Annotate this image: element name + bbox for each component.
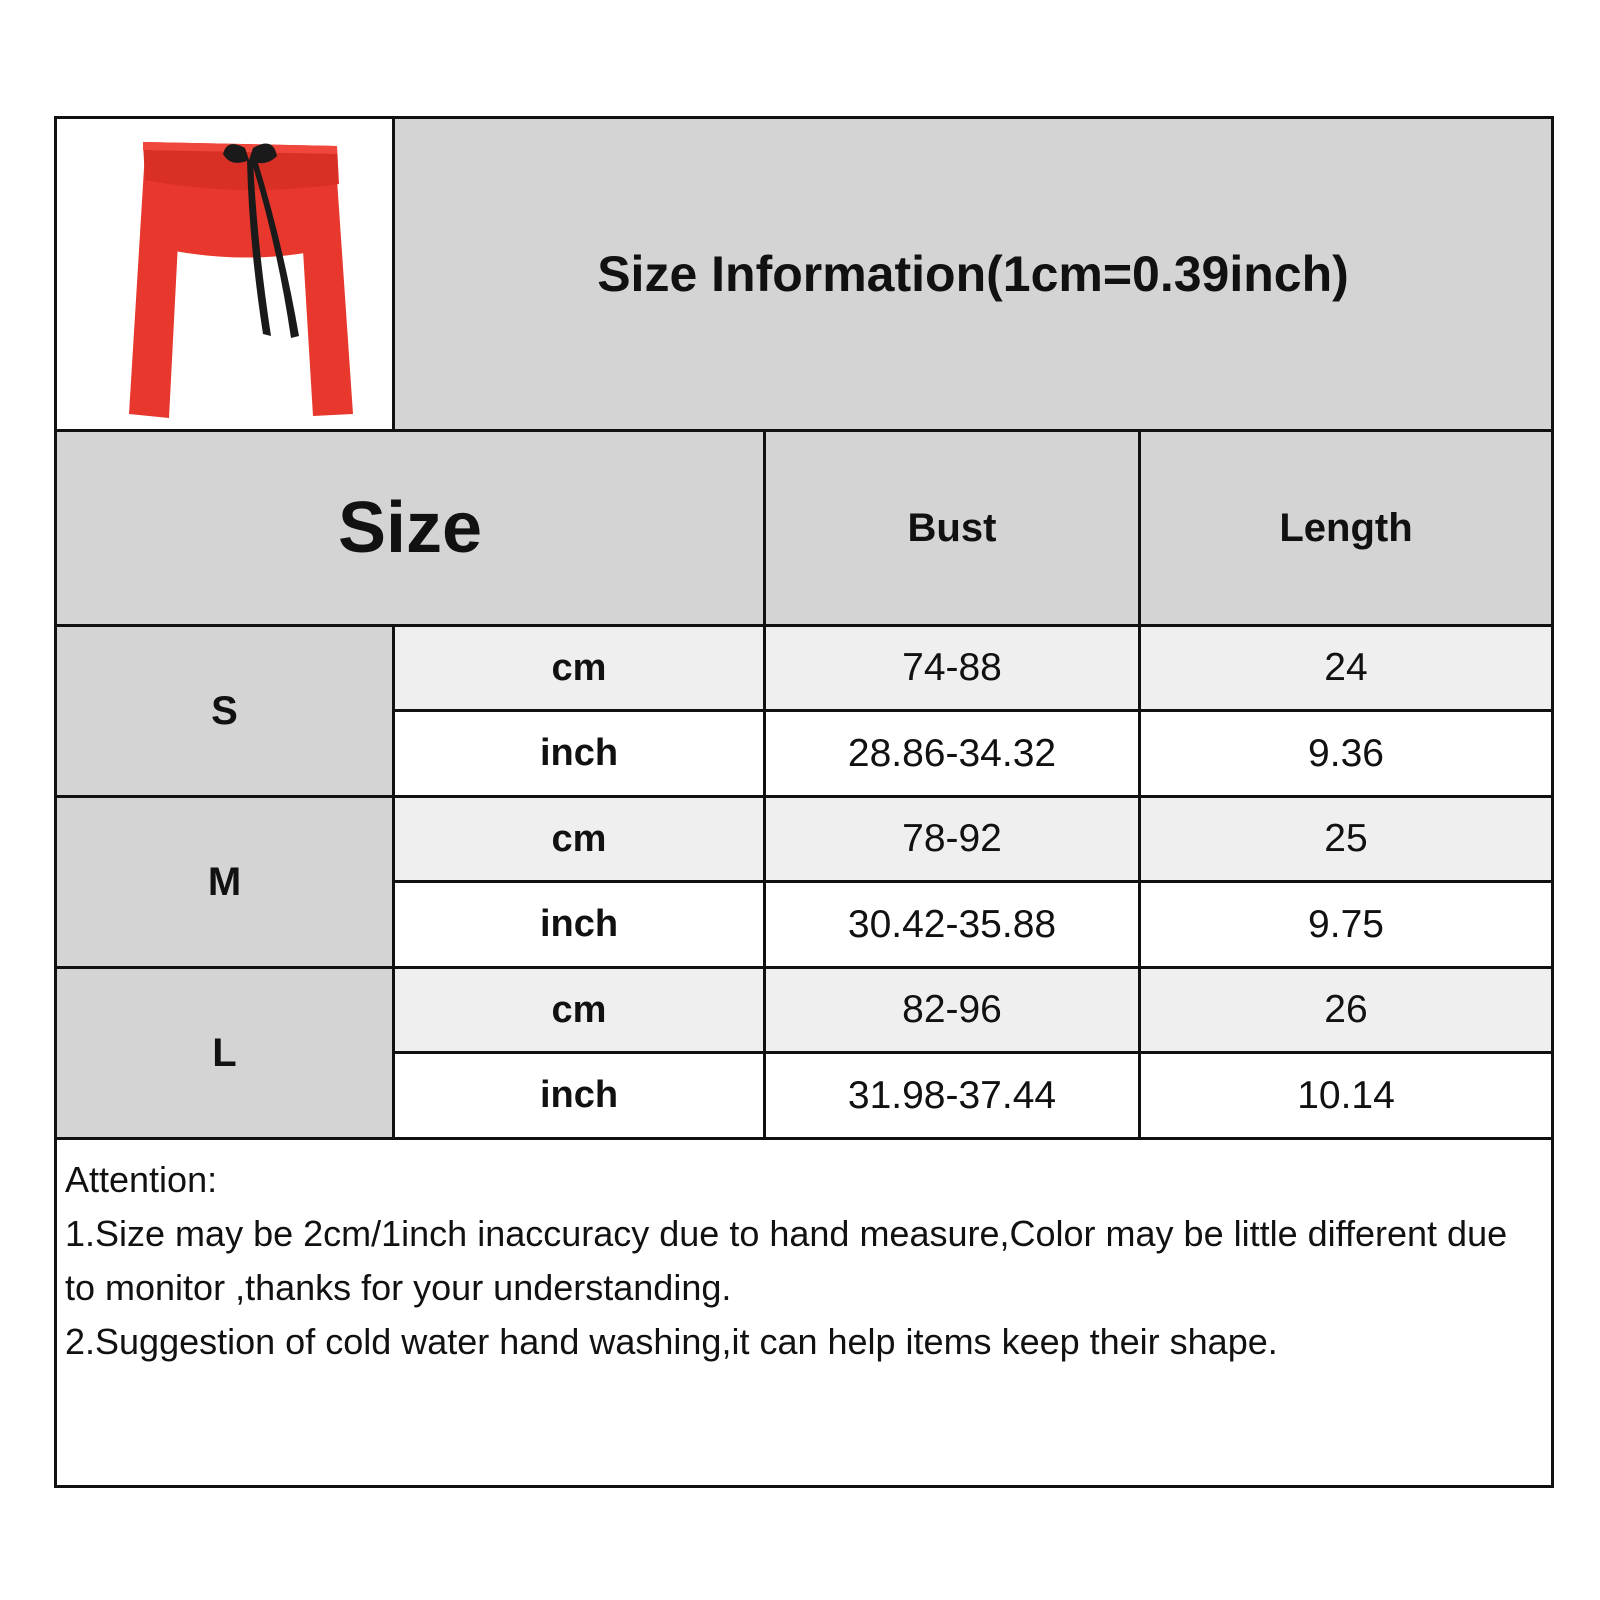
grid-line — [57, 795, 1551, 798]
unit-cell — [395, 969, 763, 1051]
unit-label: cm — [551, 646, 607, 689]
bust-value: 28.86-34.32 — [847, 731, 1057, 775]
grid-line — [763, 429, 766, 1137]
product-image-cell — [61, 119, 392, 429]
unit-label: inch — [539, 732, 619, 774]
grid-line — [1138, 429, 1141, 1137]
unit-cell — [395, 627, 763, 709]
bust-value-cell — [766, 712, 1138, 795]
grid-line — [395, 880, 1551, 883]
grid-line — [392, 119, 395, 429]
grid-line — [57, 1137, 1551, 1140]
length-value: 9.36 — [1308, 731, 1384, 775]
unit-cell — [395, 883, 763, 966]
size-label: S — [211, 688, 238, 733]
grid-line — [57, 624, 1551, 627]
length-header: Length — [1279, 505, 1413, 550]
page-title: Size Information(1cm=0.39inch) — [597, 246, 1349, 302]
size-chart — [54, 116, 1554, 1488]
length-value: 10.14 — [1297, 1073, 1395, 1117]
bust-value: 78-92 — [902, 817, 1002, 860]
bust-value-cell — [766, 883, 1138, 966]
grid-line — [395, 1051, 1551, 1054]
unit-label: cm — [551, 817, 607, 860]
unit-label: inch — [539, 1074, 619, 1116]
size-m-cell — [57, 798, 392, 966]
length-value-cell — [1141, 627, 1551, 709]
bust-value: 31.98-37.44 — [847, 1073, 1057, 1117]
unit-cell — [395, 712, 763, 795]
size-l-cell — [57, 969, 392, 1137]
grid-line — [57, 966, 1551, 969]
bust-value: 82-96 — [902, 988, 1002, 1031]
bust-value-cell — [766, 798, 1138, 880]
unit-cell — [395, 1054, 763, 1137]
size-s-cell — [57, 627, 392, 795]
size-label: M — [207, 859, 242, 904]
length-value-cell — [1141, 883, 1551, 966]
bust-value-cell — [766, 1054, 1138, 1137]
bust-value: 30.42-35.88 — [847, 902, 1057, 946]
product-image — [77, 124, 377, 424]
bust-value: 74-88 — [902, 646, 1002, 689]
note-line: 2.Suggestion of cold water hand washing,it can help items keep their shape. — [65, 1321, 1278, 1362]
length-value: 24 — [1324, 646, 1368, 689]
bust-header-cell — [766, 432, 1138, 624]
size-header: Size — [337, 488, 483, 568]
length-value: 9.75 — [1308, 902, 1384, 946]
length-value: 26 — [1324, 988, 1368, 1031]
note-line: 1.Size may be 2cm/1inch inaccuracy due to hand measure,Color may be little different due to monitor ,thanks for your understanding. — [65, 1213, 1508, 1308]
grid-line — [392, 624, 395, 1137]
bust-header: Bust — [907, 505, 997, 550]
size-label: L — [212, 1030, 237, 1075]
length-value-cell — [1141, 1054, 1551, 1137]
unit-label: cm — [551, 988, 607, 1031]
unit-cell — [395, 798, 763, 880]
length-value-cell — [1141, 969, 1551, 1051]
length-value: 25 — [1324, 817, 1368, 860]
grid-line — [395, 709, 1551, 712]
notes-heading: Attention: — [65, 1159, 218, 1200]
length-header-cell — [1141, 432, 1551, 624]
grid-line — [57, 429, 1551, 432]
bust-value-cell — [766, 969, 1138, 1051]
length-value-cell — [1141, 798, 1551, 880]
size-header-cell — [57, 432, 763, 624]
bust-value-cell — [766, 627, 1138, 709]
length-value-cell — [1141, 712, 1551, 795]
attention-notes — [65, 1153, 1545, 1369]
unit-label: inch — [539, 903, 619, 945]
size-info-title-cell — [395, 119, 1551, 429]
